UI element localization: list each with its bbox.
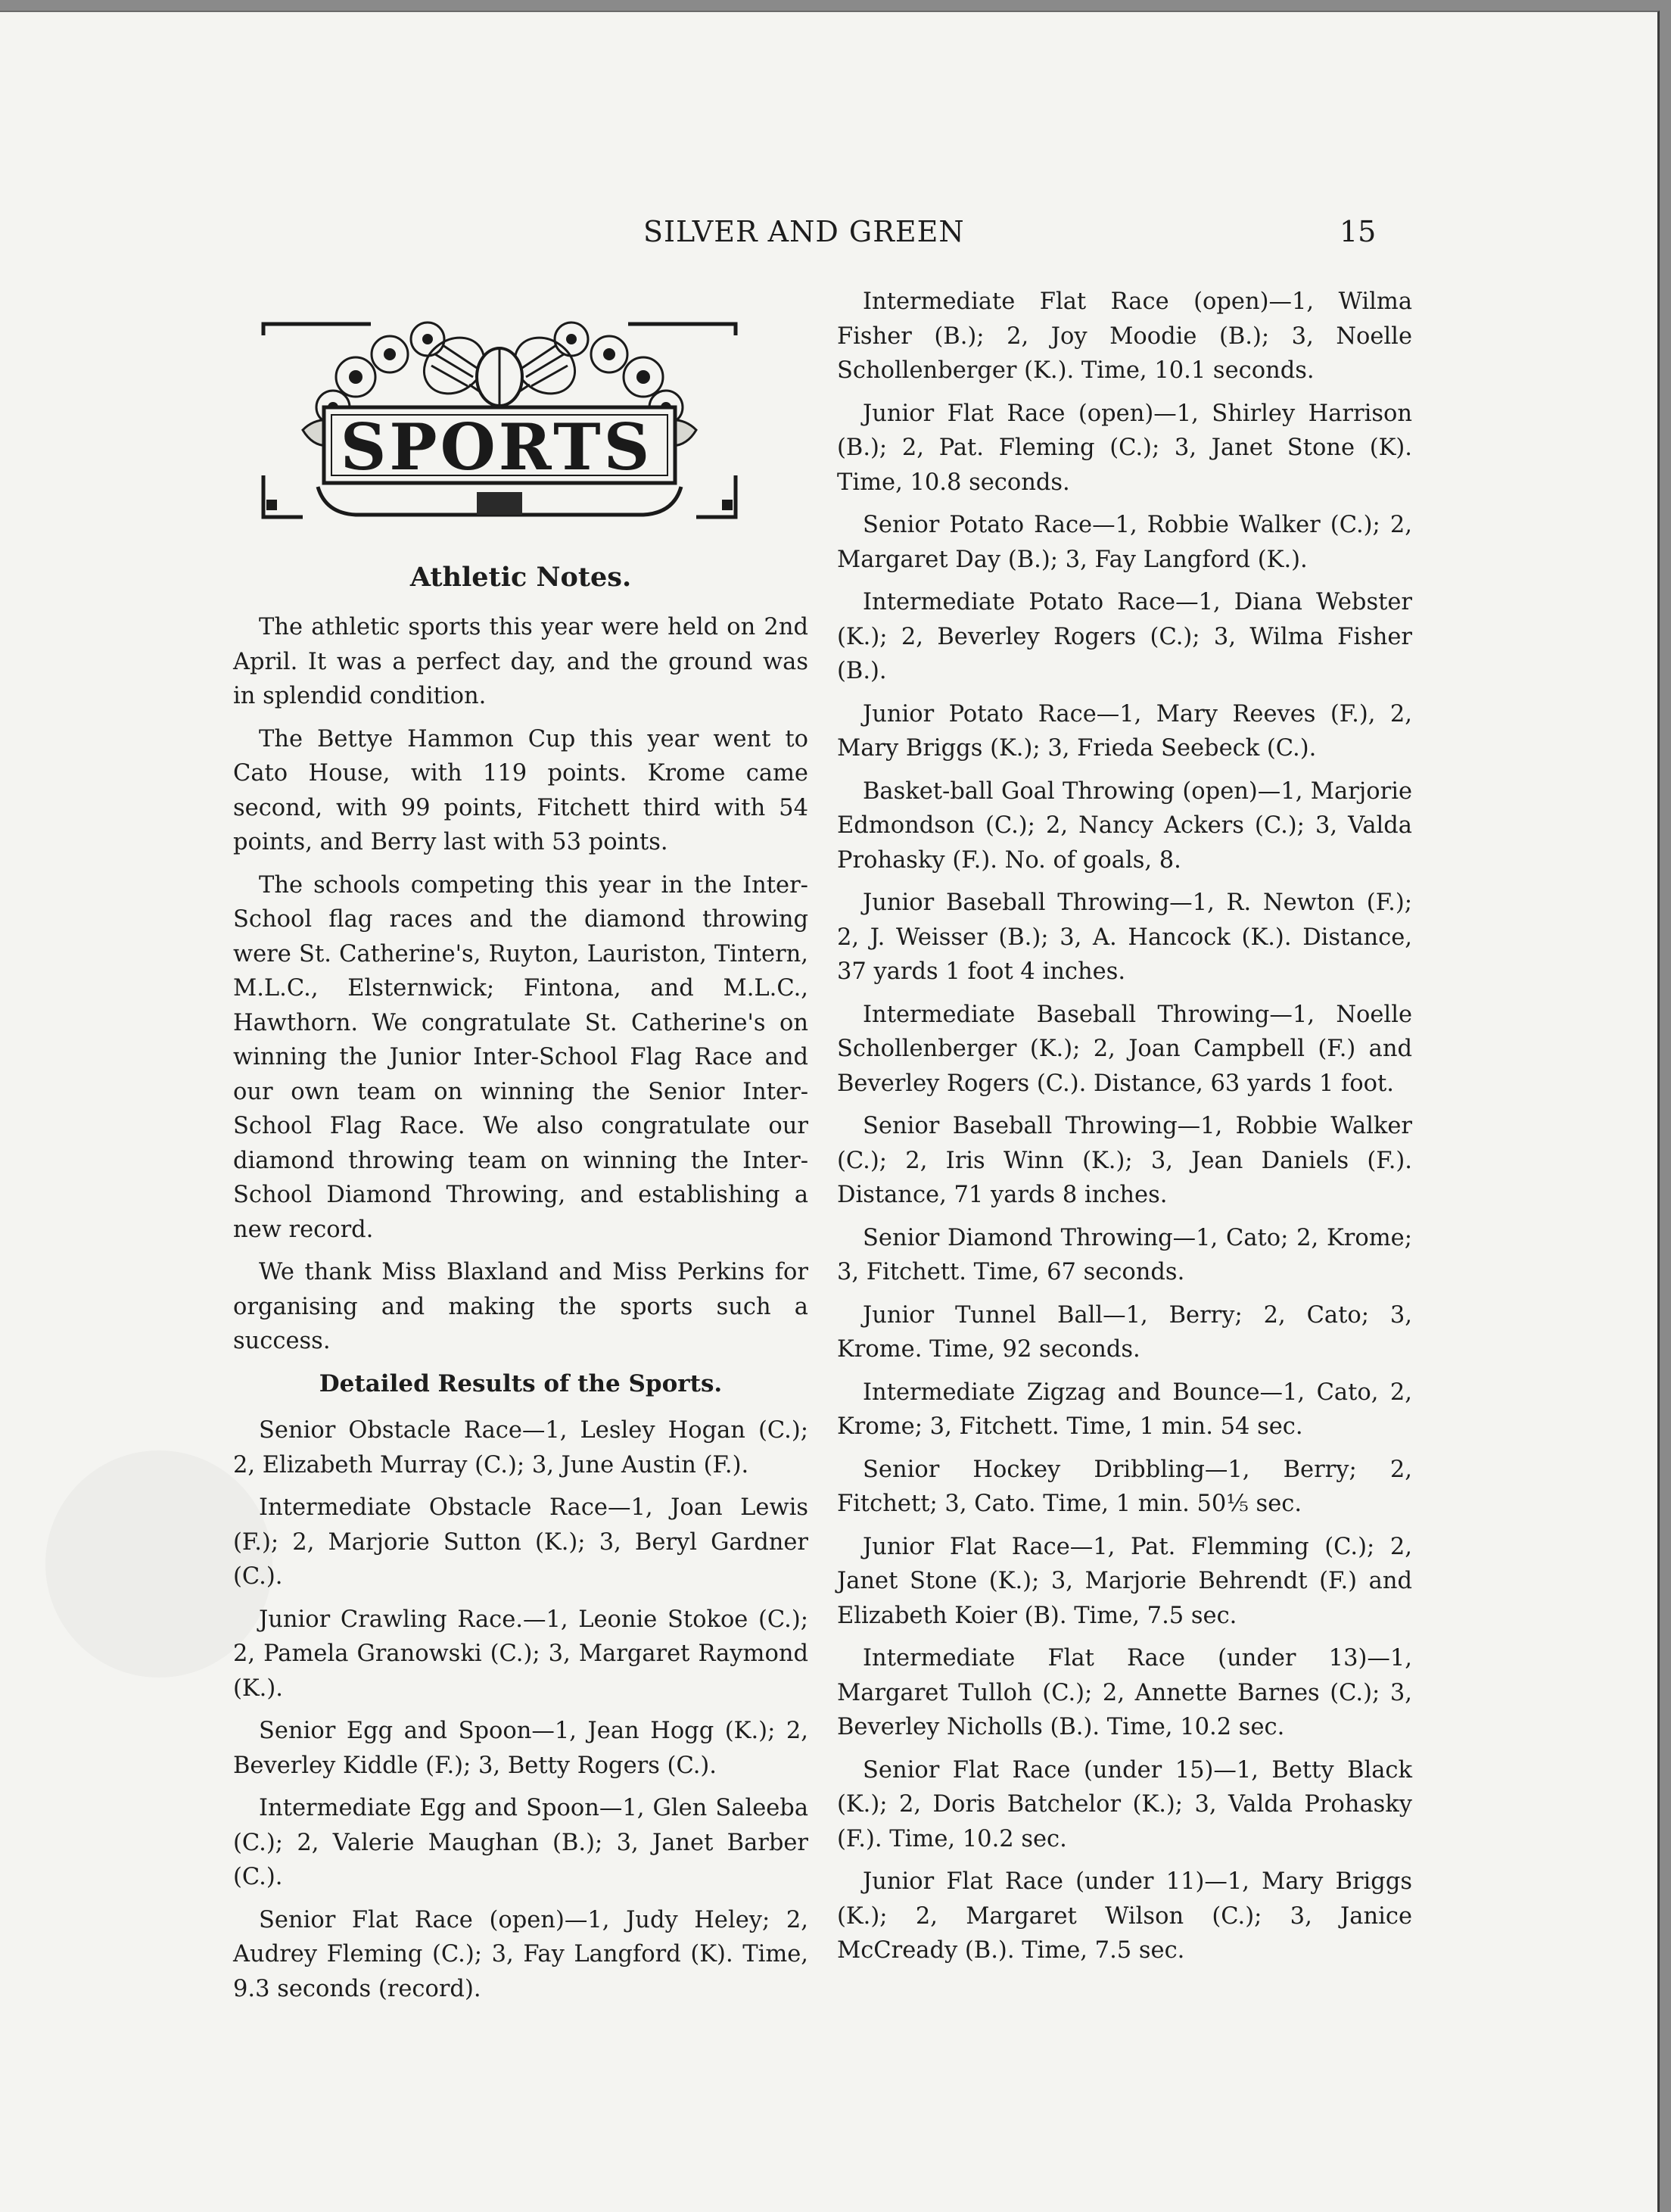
result-entry: Intermediate Obstacle Race—1, Joan Lewis (F.); 2, Marjorie Sutton (K.); 3, Beryl Gardner (C.). bbox=[233, 1494, 808, 1590]
result-entry: Senior Egg and Spoon—1, Jean Hogg (K.); 2, Beverley Kiddle (F.); 3, Betty Rogers (C.). bbox=[233, 1718, 808, 1779]
result-entry: Senior Flat Race (under 15)—1, Betty Black (K.); 2, Doris Batchelor (K.); 3, Valda Prohasky (F.). Time, 10.2 sec. bbox=[837, 1756, 1412, 1852]
result-entry: Junior Baseball Throwing—1, R. Newton (F.); 2, J. Weisser (B.); 3, A. Hancock (K.). Distance, 37 yards 1 foot 4 inches. bbox=[837, 889, 1412, 985]
results-heading: Detailed Results of the Sports. bbox=[319, 1369, 723, 1397]
result-entry: Intermediate Zigzag and Bounce—1, Cato, 2, Krome; 3, Fitchett. Time, 1 min. 54 sec. bbox=[837, 1379, 1412, 1440]
right-column bbox=[837, 285, 1412, 1977]
result-entry: Intermediate Flat Race (open)—1, Wilma Fisher (B.); 2, Joy Moodie (B.); 3, Noelle Schollenberger (K.). Time, 10.1 seconds. bbox=[837, 288, 1412, 384]
result-entry: Senior Diamond Throwing—1, Cato; 2, Krome; 3, Fitchett. Time, 67 seconds. bbox=[837, 1224, 1412, 1285]
result-entry: Junior Flat Race (open)—1, Shirley Harrison (B.); 2, Pat. Fleming (C.); 3, Janet Stone (K). Time, 10.8 seconds. bbox=[837, 400, 1412, 496]
athletic-paragraph: The Bettye Hammon Cup this year went to Cato House, with 119 points. Krome came second, with 99 points, Fitchett third with 54 points, and Berry last with 53 points. bbox=[233, 725, 808, 855]
result-entry: Basket-ball Goal Throwing (open)—1, Marjorie Edmondson (C.); 2, Nancy Ackers (C.); 3, Valda Prohasky (F.). No. of goals, 8. bbox=[837, 777, 1412, 874]
page bbox=[0, 11, 1660, 2212]
running-head: SILVER AND GREEN bbox=[643, 215, 965, 248]
result-entry: Intermediate Egg and Spoon—1, Glen Saleeba (C.); 2, Valerie Maughan (B.); 3, Janet Barber (C.). bbox=[233, 1795, 808, 1890]
result-entry: Senior Baseball Throwing—1, Robbie Walker (C.); 2, Iris Winn (K.); 3, Jean Daniels (F.). Distance, 71 yards 8 inches. bbox=[837, 1113, 1412, 1208]
result-entry: Senior Potato Race—1, Robbie Walker (C.); 2, Margaret Day (B.); 3, Fay Langford (K.). bbox=[837, 512, 1412, 573]
athletic-paragraph: The schools competing this year in the Inter-School flag races and the diamond throwing were St. Catherine's, Ruyton, Lauriston, Tintern, M.L.C., Elsternwick; Fintona, and M.L.C., Hawthorn. We congratulate St. Catherine's on winning the Junior Inter-School Flag Race and our own team on winning the Senior Inter-School Flag Race. We also congratulate our diamond throwing team on winning the Inter-School Diamond Throwing, and establishing a new record. bbox=[233, 871, 808, 1243]
athletic-notes-heading: Athletic Notes. bbox=[409, 562, 632, 593]
result-entry: Junior Flat Race—1, Pat. Flemming (C.); 2, Janet Stone (K.); 3, Marjorie Behrendt (F.) and Elizabeth Koier (B). Time, 7.5 sec. bbox=[837, 1533, 1412, 1629]
left-column bbox=[233, 610, 808, 2014]
athletic-paragraph: The athletic sports this year were held on 2nd April. It was a perfect day, and the ground was in splendid condition. bbox=[233, 614, 808, 709]
result-entry: Junior Flat Race (under 11)—1, Mary Briggs (K.); 2, Margaret Wilson (C.); 3, Janice McCready (B.). Time, 7.5 sec. bbox=[837, 1868, 1412, 1964]
result-entry: Junior Potato Race—1, Mary Reeves (F.), 2, Mary Briggs (K.); 3, Frieda Seebeck (C.). bbox=[837, 700, 1412, 762]
banner-word: SPORTS bbox=[340, 409, 653, 484]
result-entry: Intermediate Baseball Throwing—1, Noelle Schollenberger (K.); 2, Joan Campbell (F.) and Beverley Rogers (C.). Distance, 63 yards 1 foot. bbox=[837, 1001, 1412, 1097]
result-entry: Junior Crawling Race.—1, Leonie Stokoe (C.); 2, Pamela Granowski (C.); 3, Margaret Raymond (K.). bbox=[233, 1606, 808, 1702]
result-entry: Intermediate Potato Race—1, Diana Webster (K.); 2, Beverley Rogers (C.); 3, Wilma Fisher (B.). bbox=[837, 589, 1412, 684]
sports-banner bbox=[227, 294, 772, 536]
result-entry: Junior Tunnel Ball—1, Berry; 2, Cato; 3, Krome. Time, 92 seconds. bbox=[837, 1301, 1412, 1363]
result-entry: Senior Flat Race (open)—1, Judy Heley; 2, Audrey Fleming (C.); 3, Fay Langford (K). Time, 9.3 seconds (record). bbox=[233, 1906, 808, 2002]
page-number: 15 bbox=[1340, 215, 1377, 248]
result-entry: Senior Obstacle Race—1, Lesley Hogan (C.); 2, Elizabeth Murray (C.); 3, June Austin (F.). bbox=[233, 1417, 808, 1478]
athletic-paragraph: We thank Miss Blaxland and Miss Perkins for organising and making the sports such a success. bbox=[233, 1259, 808, 1354]
result-entry: Senior Hockey Dribbling—1, Berry; 2, Fitchett; 3, Cato. Time, 1 min. 50⅕ sec. bbox=[837, 1456, 1412, 1517]
result-entry: Intermediate Flat Race (under 13)—1, Margaret Tulloh (C.); 2, Annette Barnes (C.); 3, Beverley Nicholls (B.). Time, 10.2 sec. bbox=[837, 1645, 1412, 1740]
